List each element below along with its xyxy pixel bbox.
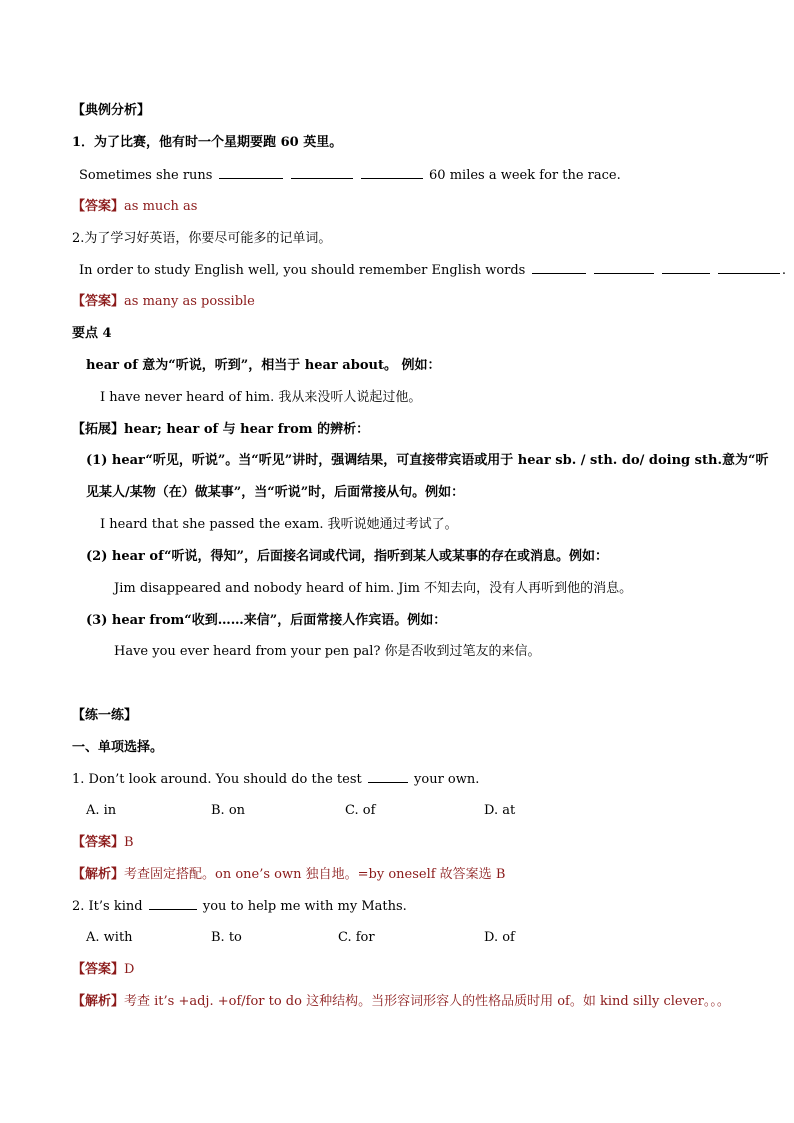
practice-q2-analysis (72, 993, 730, 1011)
q2-prompt: 2.为了学习好英语，你要尽可能多的记单词。 (72, 231, 332, 246)
analysis-text: 考查 it’s +adj. +of/for to do 这种结构。当形容词形容人的性格品质时用 of。如 kind silly clever。。。 (124, 994, 730, 1009)
q2-stem-end: you to help me with my Maths. (202, 899, 407, 914)
answer-tag: 【答案】 (72, 835, 125, 850)
option-d: D. at (484, 803, 516, 818)
analysis-tag: 【解析】 (72, 867, 125, 882)
answer-tag: 【答案】 (72, 199, 125, 214)
option-b: B. to (211, 930, 242, 945)
extension-example-2: Jim disappeared and nobody heard of him. Jim 不知去向，没有人再听到他的消息。 (114, 581, 633, 596)
answer-text: D (124, 962, 135, 977)
answer-text: B (124, 835, 134, 850)
practice-q1-analysis (72, 866, 505, 884)
analysis-tag: 【解析】 (72, 994, 125, 1009)
practice-q1-stem (72, 770, 479, 789)
practice-q2-answer (72, 961, 134, 979)
section-heading: 【典例分析】 (72, 103, 151, 118)
point-definition: hear of 意为“听说，听到”，相当于 hear about。 例如： (86, 358, 441, 373)
extension-item-1-cont: 见某人/某物（在）做某事”，当“听说”时，后面常接从句。例如： (86, 485, 465, 500)
option-a: A. in (86, 803, 117, 818)
q2-sentence-start: In order to study English well, you should remember English words (79, 263, 526, 278)
q1-sentence-end: 60 miles a week for the race. (429, 168, 621, 183)
practice-q2-stem (72, 897, 407, 916)
answer-blank (149, 897, 197, 910)
option-c: C. for (338, 930, 375, 945)
answer-blank (594, 261, 654, 274)
extension-item-1: (1) hear“听见，听说”。当“听见”讲时，强调结果，可直接带宾语或用于 hear sb. / sth. do/ doing sth.意为“听 (86, 453, 769, 468)
q2-sentence-end: . (781, 263, 787, 278)
answer-text: as much as (124, 199, 198, 214)
answer-blank (532, 261, 586, 274)
option-b: B. on (211, 803, 246, 818)
answer-text: as many as possible (124, 294, 255, 309)
q1-sentence (79, 166, 621, 185)
answer-blank (219, 166, 283, 179)
practice-q1-answer (72, 834, 134, 852)
extension-item-3: (3) hear from“收到……来信”，后面常接人作宾语。例如： (86, 613, 447, 628)
answer-blank (368, 770, 408, 783)
answer-blank (291, 166, 353, 179)
answer-blank (361, 166, 423, 179)
q1-answer (72, 198, 197, 216)
q2-sentence (79, 261, 786, 280)
q2-answer (72, 293, 255, 311)
point-title: 要点 4 (72, 326, 112, 341)
option-d: D. of (484, 930, 515, 945)
practice-heading: 【练一练】 (72, 708, 138, 723)
answer-tag: 【答案】 (72, 962, 125, 977)
extension-example-3: Have you ever heard from your pen pal? 你是否收到过笔友的来信。 (114, 644, 541, 659)
q1-stem-end: your own. (414, 772, 480, 787)
option-a: A. with (86, 930, 133, 945)
extension-example-1: I heard that she passed the exam. 我听说她通过考试了。 (100, 517, 458, 532)
q1-sentence-start: Sometimes she runs (79, 168, 213, 183)
q2-stem-start: 2. It’s kind (72, 899, 143, 914)
extension-title: 【拓展】hear; hear of 与 hear from 的辨析： (72, 422, 370, 437)
point-example: I have never heard of him. 我从来没听人说起过他。 (100, 390, 422, 405)
extension-item-2: (2) hear of“听说，得知”，后面接名词或代词，指听到某人或某事的存在或消息。例如： (86, 549, 609, 564)
analysis-text: 考查固定搭配。on one’s own 独自地。=by oneself 故答案选 B (124, 867, 506, 882)
option-c: C. of (345, 803, 376, 818)
q1-prompt: 1．为了比赛，他有时一个星期要跑 60 英里。 (72, 135, 343, 150)
answer-blank (662, 261, 710, 274)
answer-blank (718, 261, 780, 274)
q1-stem-start: 1. Don’t look around. You should do the test (72, 772, 362, 787)
practice-subheading: 一、单项选择。 (72, 740, 164, 755)
answer-tag: 【答案】 (72, 294, 125, 309)
